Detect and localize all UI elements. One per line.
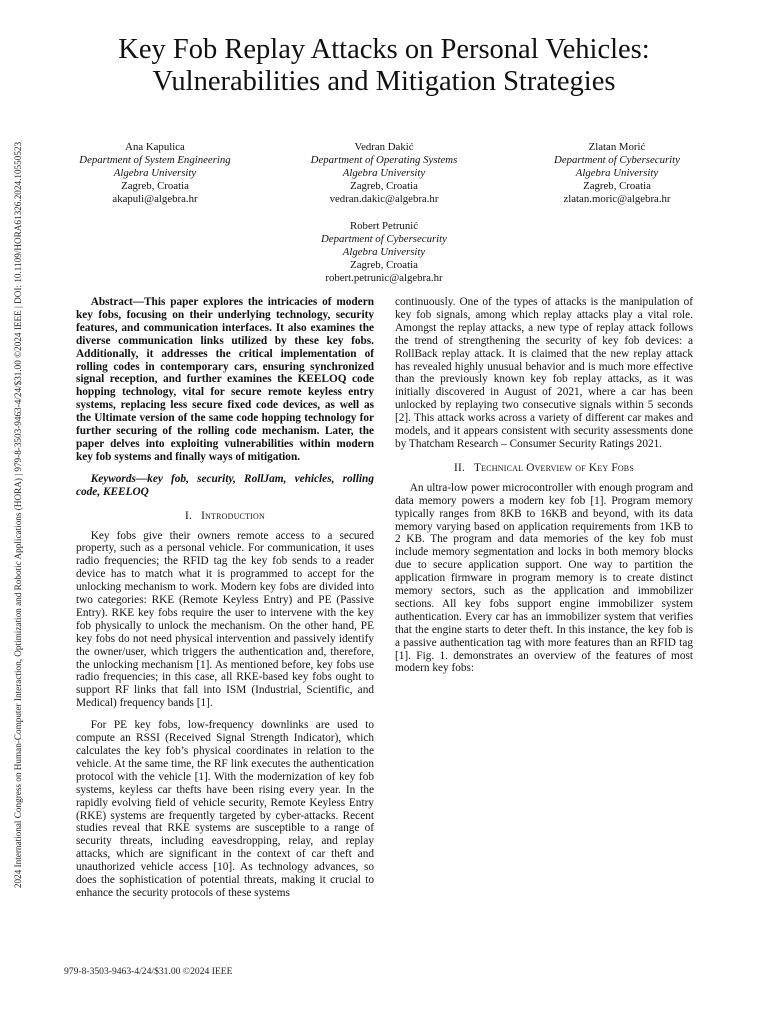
section-number: II. bbox=[454, 461, 465, 474]
author-email: zlatan.moric@algebra.hr bbox=[563, 193, 671, 205]
section-title: Technical Overview of Key Fobs bbox=[474, 461, 634, 474]
intro-paragraph-2: For PE key fobs, low-frequency downlinks are used to compute an RSSI (Received Signal Strength Indicator), which calculates the key fob’s physical coordinates in relation to the vehicle. At the same time, the RF link executes the authentication protocol with the vehicle [1]. With the modernization of key fob systems, keyless car thefts have been rising every year. In the rapidly evolving field of vehicle security, Remote Keyless Entry (RKE) systems are frequently targeted by cyber-attacks. Recent studies reveal that RKE systems are susceptible to a range of security threats, including eavesdropping, relay, and replay attacks, which are significant in the context of car theft and unauthorized vehicle access [10]. As technology advances, so does the sophistication of potential threats, making it crucial to enhance the security protocols of these systems bbox=[76, 719, 374, 899]
author-city: Zagreb, Croatia bbox=[121, 180, 189, 192]
author-univ: Algebra University bbox=[342, 167, 426, 179]
author-name: Vedran Dakić bbox=[354, 141, 414, 153]
tech-paragraph-1: An ultra-low power microcontroller with enough program and data memory powers a modern key fob [1]. Program memory typically ranges from 8KB to 16KB and beyond, with its data memory varying based on application requirements from 1KB to 2 KB. The program and data memories of the key fob must include memory segmentation and locks in both memory blocks due to secure application support. One way to partition the application firmware in program memory is to create distinct memory sectors, such as the application and immobilizer sections. All key fobs support engine immobilizer system authentication. Every car has an immobilizer system that verifies that the engine starts to deter theft. In this instance, the key fob is a passive authentication tag with more features than an RFID tag [1]. Fig. 1. demonstrates an overview of the features of most modern key fobs: bbox=[395, 481, 693, 675]
author-city: Zagreb, Croatia bbox=[350, 180, 418, 192]
paper-title bbox=[40, 34, 728, 98]
right-column bbox=[395, 296, 693, 675]
author-univ: Algebra University bbox=[342, 246, 426, 258]
author-name: Zlatan Morić bbox=[588, 141, 646, 153]
side-note-text: 2024 International Congress on Human-Computer Interaction, Optimization and Robotic Applications (HORA) | 979-8-3503-9463-4/24/$31.00 ©2024 IEEE | DOI: 10.1109/HORA61326.2024.10550523 bbox=[13, 141, 23, 889]
author-email: robert.petrunic@algebra.hr bbox=[325, 272, 443, 284]
author-block-1 bbox=[40, 141, 270, 206]
intro-paragraph-1: Key fobs give their owners remote access to a secured property, such as a personal vehicle. For communication, it uses radio frequencies; the RFID tag the key fob sends to a reader device has to match what it is programmed to accept for the unlocking mechanism to work. Modern key fobs are divided into two categories: RKE (Remote Keyless Entry) and PE (Passive Entry). RKE key fobs require the user to intervene with the key fob physically to unlock the mechanism. On the other hand, PE key fobs do not need physical intervention and passively identify the owner/user, which triggers the authentication and, therefore, the unlocking mechanism [1]. As mentioned before, key fobs use radio frequencies; in this case, all RKE-based key fobs ought to support RF links that fall into ISM (Industrial, Scientific, and Medical) frequency bands [1]. bbox=[76, 529, 374, 710]
section-title: Introduction bbox=[201, 509, 265, 522]
section-heading-technical-overview bbox=[395, 462, 693, 475]
author-city: Zagreb, Croatia bbox=[350, 259, 418, 271]
title-line-1: Key Fob Replay Attacks on Personal Vehicles: bbox=[118, 34, 650, 65]
author-email: vedran.dakic@algebra.hr bbox=[329, 193, 439, 205]
copyright-footer: 979-8-3503-9463-4/24/$31.00 ©2024 IEEE bbox=[64, 966, 233, 977]
author-univ: Algebra University bbox=[113, 167, 197, 179]
abstract-text: Abstract—This paper explores the intricacies of modern key fobs, focusing on their underlying technology, security features, and communication interfaces. It also examines the diverse communication links utilized by these key fobs. Additionally, it addresses the critical implementation of rolling codes in contemporary cars, ensuring synchronized signal reception, and further examines the KEELOQ code hopping technology, vital for secure remote keyless entry systems, replacing less secure fixed code devices, as well as the Ultimate version of the same code hopping technology for further securing of the rolling code mechanism. Later, the paper delves into exploiting vulnerabilities within modern key fob systems and finally ways of mitigation. bbox=[76, 296, 374, 463]
author-email: akapuli@algebra.hr bbox=[112, 193, 198, 205]
title-line-2: Vulnerabilities and Mitigation Strategies bbox=[152, 66, 616, 97]
doi-side-note bbox=[10, 110, 26, 920]
author-dept: Department of Operating Systems bbox=[310, 154, 458, 166]
keywords: Keywords—key fob, security, RollJam, vehicles, rolling code, KEELOQ bbox=[76, 472, 374, 498]
author-block-4 bbox=[269, 220, 499, 285]
left-column bbox=[76, 296, 374, 900]
author-name: Robert Petrunić bbox=[349, 220, 419, 232]
author-univ: Algebra University bbox=[575, 167, 659, 179]
author-block-2 bbox=[269, 141, 499, 206]
author-city: Zagreb, Croatia bbox=[583, 180, 651, 192]
author-dept: Department of System Engineering bbox=[79, 154, 231, 166]
intro-paragraph-2-continued: continuously. One of the types of attacks is the manipulation of key fob signals, among which replay attacks play a vital role. Amongst the replay attacks, a new type of replay attack follows the trend of strengthening the security of key fob devices: a RollBack replay attack. It is claimed that the new replay attack has revealed highly unusual behavior and is much more effective than the previously known key fob replay attacks, as it was initially discovered in August of 2021, where a car has been unlocked by replaying two consecutive signals within 5 seconds [2]. This attack works across a variety of different car makes and models, and it appears consistent with security assessments done by Thatcham Research – Consumer Security Ratings 2021. bbox=[395, 296, 693, 450]
section-heading-introduction bbox=[76, 510, 374, 523]
abstract bbox=[76, 296, 374, 464]
author-name: Ana Kapulica bbox=[125, 141, 185, 153]
author-block-3 bbox=[502, 141, 732, 206]
author-dept: Department of Cybersecurity bbox=[321, 233, 447, 245]
section-number: I. bbox=[184, 509, 192, 522]
author-dept: Department of Cybersecurity bbox=[554, 154, 680, 166]
